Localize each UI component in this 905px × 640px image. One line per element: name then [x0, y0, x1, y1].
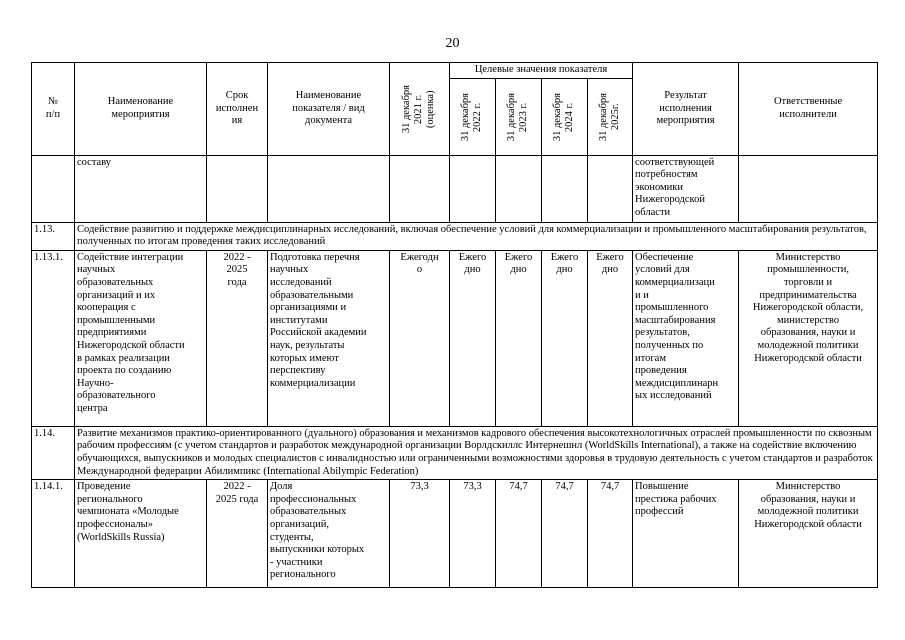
cell-num: 1.13.1.: [32, 250, 75, 426]
cell-deadline: [207, 155, 268, 222]
cell-responsible: Министерство промышленности, торговли и предпринимательства Нижегородской области, министерство образования, науки и молодежной политики Нижегородской области: [739, 250, 878, 426]
cell-section-text: Содействие развитию и поддержке междисциплинарных исследований, включая обеспечение условий для коммерциализации и промышленного масштабирования результатов, полученных по итогам проведения таких исследований: [75, 222, 878, 250]
header-year-2022: [450, 78, 496, 155]
cell-2022: 73,3: [450, 480, 496, 588]
header-year-2022-text: 31 декабря 2022 г.: [460, 92, 484, 141]
cell-result: Повышение престижа рабочих профессий: [633, 480, 739, 588]
header-result: Результат исполнения мероприятия: [633, 63, 739, 156]
cell-2022: Ежего дно: [450, 250, 496, 426]
header-year-2024: [542, 78, 588, 155]
header-year-2023-text: 31 декабря 2023 г.: [506, 92, 530, 141]
cell-section-text: Развитие механизмов практико-ориентированного (дуального) образования и механизмов кадрового обеспечения высокотехнологичных отраслей промышленности по сквозным рабочим профессиям (с учетом стандартов и разработок международной организации Ворлдскиллс Интернешнл (WorldSkills International), а также на содействие включению обучающихся, выпускников и молодых специалистов с инвалидностью или ограниченными возможностями здоровья в трудовую деятельность с учетом стандартов и разработок Международной федерации Абилимпикс (International Abilympic Federation): [75, 426, 878, 479]
cell-result: Обеспечение условий для коммерциализаци и и промышленного масштабирования результатов, полученных по итогам проведения междисциплинарн ых исследований: [633, 250, 739, 426]
cell-2023: Ежего дно: [496, 250, 542, 426]
cell-2022: [450, 155, 496, 222]
cell-result: соответствующей потребностям экономики Нижегородской области: [633, 155, 739, 222]
cell-deadline: 2022 - 2025 года: [207, 480, 268, 588]
indicators-table: [31, 62, 878, 588]
table-row-1-14-1: [32, 480, 878, 588]
header-indicator: Наименование показателя / вид документа: [268, 63, 390, 156]
cell-deadline: 2022 - 2025 года: [207, 250, 268, 426]
header-base-year-text: 31 декабря 2021 г. (оценка): [401, 84, 437, 133]
header-year-2024-text: 31 декабря 2024 г.: [552, 92, 576, 141]
page-number: 20: [445, 36, 460, 51]
table-header: [32, 63, 878, 156]
table-row-section-1-13: [32, 222, 878, 250]
cell-num: [32, 155, 75, 222]
table-row-1-13-1: [32, 250, 878, 426]
header-responsible: Ответственные исполнители: [739, 63, 878, 156]
cell-event: Содействие интеграции научных образовательных организаций и их кооперация с промышленными предприятиями Нижегородской области в рамках реализации проекта по созданию Научно- образовательного центра: [75, 250, 207, 426]
header-year-2025: [588, 78, 633, 155]
cell-num: 1.14.1.: [32, 480, 75, 588]
cell-responsible: [739, 155, 878, 222]
cell-2024: Ежего дно: [542, 250, 588, 426]
cell-indicator: [268, 155, 390, 222]
table-row-continuation: [32, 155, 878, 222]
cell-2024: 74,7: [542, 480, 588, 588]
cell-2024: [542, 155, 588, 222]
cell-indicator: Доля профессиональных образовательных организаций, студенты, выпускники которых - участники регионального: [268, 480, 390, 588]
cell-base: [390, 155, 450, 222]
cell-2025: 74,7: [588, 480, 633, 588]
header-target-values: Целевые значения показателя: [450, 63, 633, 79]
cell-num: 1.14.: [32, 426, 75, 479]
cell-event: Проведение регионального чемпионата «Молодые профессионалы» (WorldSkills Russia): [75, 480, 207, 588]
cell-2025: [588, 155, 633, 222]
header-deadline: Срок исполнен ия: [207, 63, 268, 156]
cell-2025: Ежего дно: [588, 250, 633, 426]
cell-base: Ежегодн о: [390, 250, 450, 426]
table-row-section-1-14: [32, 426, 878, 479]
cell-num: 1.13.: [32, 222, 75, 250]
header-num: № п/п: [32, 63, 75, 156]
cell-2023: 74,7: [496, 480, 542, 588]
header-year-2025-text: 31 декабря 2025г.: [597, 92, 622, 141]
cell-indicator: Подготовка перечня научных исследований образовательными организациями и институтами Российской академии наук, результаты которых имеют перспективу коммерциализации: [268, 250, 390, 426]
cell-2023: [496, 155, 542, 222]
header-year-2023: [496, 78, 542, 155]
header-base-year: [390, 63, 450, 156]
cell-base: 73,3: [390, 480, 450, 588]
cell-event: составу: [75, 155, 207, 222]
header-event: Наименование мероприятия: [75, 63, 207, 156]
cell-responsible: Министерство образования, науки и молодежной политики Нижегородской области: [739, 480, 878, 588]
